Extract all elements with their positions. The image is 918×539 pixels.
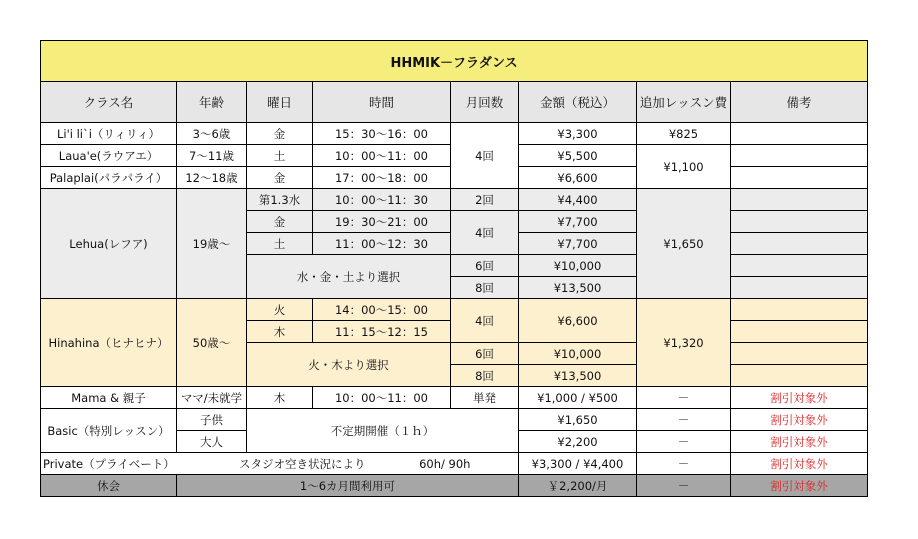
age-cell: 50歳～ (177, 299, 247, 387)
class-name: Hinahina（ヒナヒナ） (41, 299, 177, 387)
desc-cell (177, 453, 519, 475)
times-cell: 8回 (451, 365, 519, 387)
additional-cell: ¥1,100 (637, 145, 731, 189)
additional-cell: － (637, 453, 731, 475)
price-cell: ¥6,600 (519, 299, 637, 343)
table-row (41, 453, 868, 475)
time-cell: 10：00～11：00 (313, 387, 451, 409)
class-name: Lehua(レフア) (41, 189, 177, 299)
note-cell: 割引対象外 (731, 431, 868, 453)
note-cell: 割引対象外 (731, 409, 868, 431)
time-cell: 10：00～11：00 (313, 145, 451, 167)
time-cell: 15：30～16：00 (313, 123, 451, 145)
day-cell: 土 (247, 233, 313, 255)
times-cell: 単発 (451, 387, 519, 409)
select-cell: 水・金・土より選択 (247, 255, 451, 299)
additional-cell: － (637, 431, 731, 453)
times-cell: 6回 (451, 255, 519, 277)
note-cell (731, 299, 868, 321)
additional-cell: ¥1,320 (637, 299, 731, 387)
price-cell: ¥5,500 (519, 145, 637, 167)
time-cell: 19：30～21：00 (313, 211, 451, 233)
header-times: 月回数 (451, 82, 519, 123)
day-cell: 木 (247, 321, 313, 343)
price-cell: ¥13,500 (519, 277, 637, 299)
note-cell (731, 211, 868, 233)
price-cell: ¥13,500 (519, 365, 637, 387)
additional-cell: ¥1,650 (637, 189, 731, 299)
note-cell (731, 233, 868, 255)
times-cell: 8回 (451, 277, 519, 299)
class-name: Mama & 親子 (41, 387, 177, 409)
note-cell (731, 321, 868, 343)
table-title: HHMIK－フラダンス (41, 41, 868, 82)
time-cell: 11：15～12：15 (313, 321, 451, 343)
class-name: 休会 (41, 475, 177, 497)
class-name: Laua'e(ラウアエ） (41, 145, 177, 167)
table-row (41, 409, 868, 431)
age-cell: ママ/未就学 (177, 387, 247, 409)
day-cell: 火 (247, 299, 313, 321)
price-cell: ¥3,300 (519, 123, 637, 145)
table-row (41, 123, 868, 145)
fee-table (40, 40, 868, 497)
header-additional: 追加レッスン費 (637, 82, 731, 123)
header-notes: 備考 (731, 82, 868, 123)
time-cell: 17：00～18：00 (313, 167, 451, 189)
header-price: 金額（税込） (519, 82, 637, 123)
day-cell: 金 (247, 211, 313, 233)
times-cell: 4回 (451, 211, 519, 255)
time-cell: 14：00～15：00 (313, 299, 451, 321)
age-cell: 大人 (177, 431, 247, 453)
age-cell: 3～6歳 (177, 123, 247, 145)
note-cell (731, 277, 868, 299)
price-cell: ¥3,300 / ¥4,400 (519, 453, 637, 475)
table-row (41, 387, 868, 409)
price-cell: ¥7,700 (519, 233, 637, 255)
times-cell: 2回 (451, 189, 519, 211)
times-cell: 4回 (451, 299, 519, 343)
age-cell: 子供 (177, 409, 247, 431)
header-class: クラス名 (41, 82, 177, 123)
note-cell: 割引対象外 (731, 453, 868, 475)
day-cell: 木 (247, 387, 313, 409)
note-cell (731, 123, 868, 145)
table-row (41, 475, 868, 497)
note-cell (731, 145, 868, 167)
desc-cell: 不定期開催（１ｈ） (247, 409, 519, 453)
age-cell: 12～18歳 (177, 167, 247, 189)
price-cell: ¥2,200 (519, 431, 637, 453)
age-cell: 19歳～ (177, 189, 247, 299)
class-name: Palaplai(パラパライ） (41, 167, 177, 189)
select-cell: 火・木より選択 (247, 343, 451, 387)
desc-cell: 1～6カ月間利用可 (177, 475, 519, 497)
note-cell: 割引対象外 (731, 387, 868, 409)
table-row (41, 189, 868, 211)
header-row (41, 82, 868, 123)
age-cell: 7～11歳 (177, 145, 247, 167)
time-cell: 10：00～11：30 (313, 189, 451, 211)
times-cell: 6回 (451, 343, 519, 365)
price-cell: ¥6,600 (519, 167, 637, 189)
price-cell: ￥2,200/月 (519, 475, 637, 497)
additional-cell: ¥825 (637, 123, 731, 145)
price-cell: ¥10,000 (519, 343, 637, 365)
note-cell (731, 167, 868, 189)
header-day: 曜日 (247, 82, 313, 123)
header-time: 時間 (313, 82, 451, 123)
private-desc: スタジオ空き状況により (239, 456, 366, 471)
additional-cell: － (637, 475, 731, 497)
table-row (41, 299, 868, 321)
time-cell: 11：00～12：30 (313, 233, 451, 255)
note-cell (731, 365, 868, 387)
header-age: 年齢 (177, 82, 247, 123)
day-cell: 金 (247, 123, 313, 145)
additional-cell: － (637, 409, 731, 431)
day-cell: 土 (247, 145, 313, 167)
price-cell: ¥1,000 / ¥500 (519, 387, 637, 409)
private-duration: 60h/ 90h (419, 456, 471, 471)
note-cell (731, 189, 868, 211)
class-name: Li'i li`i（リィリィ） (41, 123, 177, 145)
price-cell: ¥4,400 (519, 189, 637, 211)
class-name: Basic（特別レッスン） (41, 409, 177, 453)
times-cell: 4回 (451, 123, 519, 189)
day-cell: 第1.3水 (247, 189, 313, 211)
day-cell: 金 (247, 167, 313, 189)
note-cell: 割引対象外 (731, 475, 868, 497)
additional-cell: － (637, 387, 731, 409)
class-name: Private（プライベート） (41, 453, 177, 475)
note-cell (731, 343, 868, 365)
note-cell (731, 255, 868, 277)
price-cell: ¥1,650 (519, 409, 637, 431)
price-cell: ¥10,000 (519, 255, 637, 277)
price-cell: ¥7,700 (519, 211, 637, 233)
